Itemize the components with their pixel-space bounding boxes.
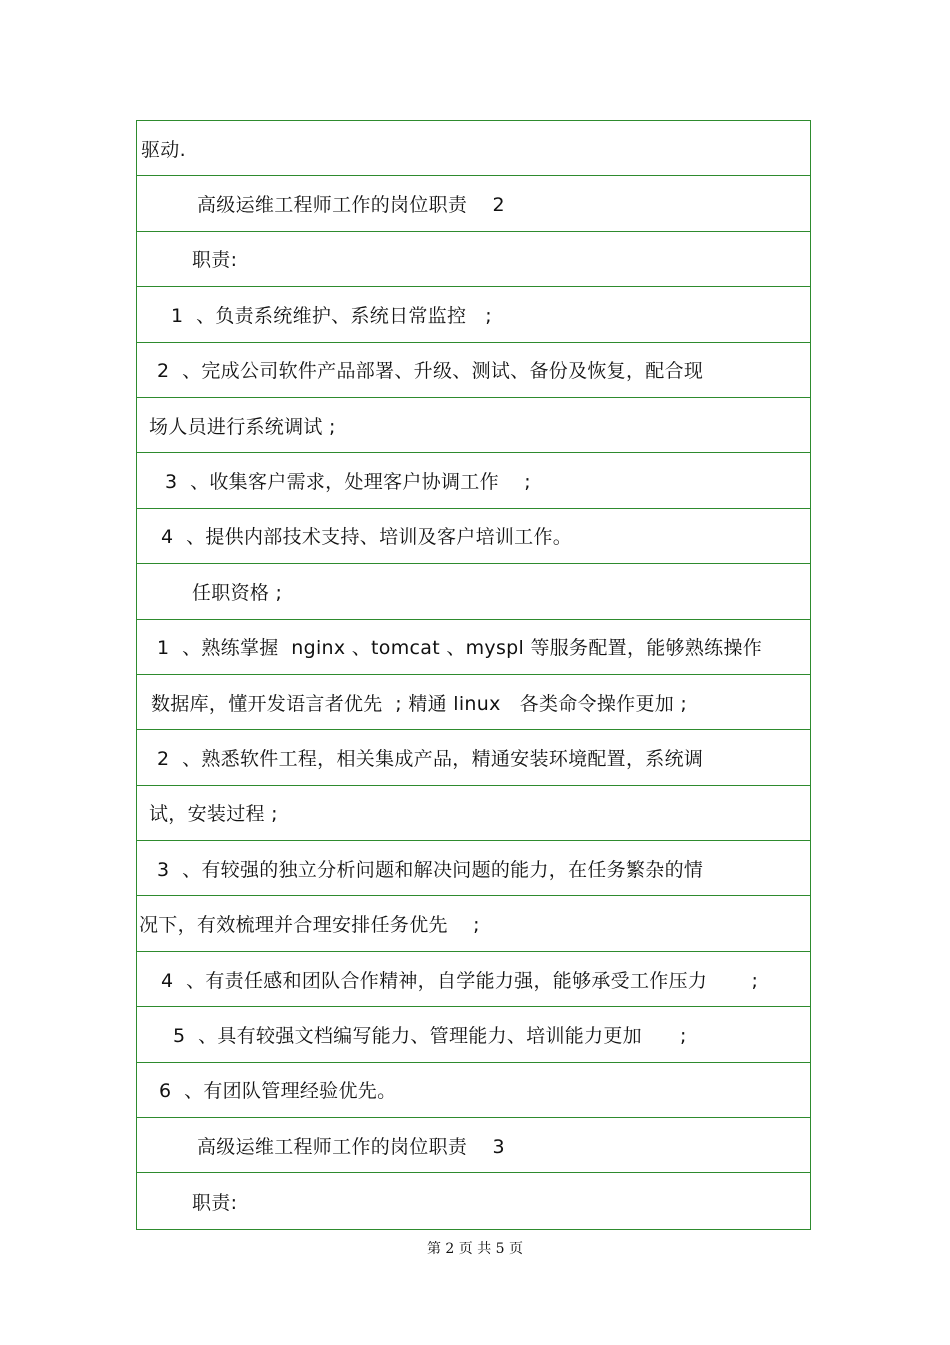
- table-row: 3 、收集客户需求，处理客户协调工作 ;: [137, 453, 810, 508]
- table-row: 职责:: [192, 1191, 238, 1214]
- table-row: 1 、负责系统维护、系统日常监控 ;: [137, 287, 810, 342]
- table-row: 2 、熟悉软件工程，相关集成产品，精通安装环境配置，系统调: [137, 730, 810, 785]
- table-row: 4 、提供内部技术支持、培训及客户培训工作。: [137, 509, 810, 564]
- table-row: 4 、有责任感和团队合作精神，自学能力强，能够承受工作压力 ;: [137, 952, 810, 1007]
- table-row: 况下，有效梳理并合理安排任务优先 ;: [137, 896, 810, 951]
- table-row: 数据库，懂开发语言者优先 ; 精通 linux 各类命令操作更加 ;: [137, 675, 810, 730]
- table-row: 高级运维工程师工作的岗位职责 2: [137, 176, 810, 231]
- table-row: 职责:: [137, 232, 810, 287]
- document-table: [136, 120, 811, 1230]
- table-row: 3 、有较强的独立分析问题和解决问题的能力，在任务繁杂的情: [137, 841, 810, 896]
- table-row: 高级运维工程师工作的岗位职责 3: [137, 1118, 810, 1173]
- table-row: 2 、完成公司软件产品部署、升级、测试、备份及恢复，配合现: [137, 343, 810, 398]
- table-row: 驱动.: [137, 121, 810, 176]
- table-row: 6 、有团队管理经验优先。: [137, 1063, 810, 1118]
- table-row: 1 、熟练掌握 nginx 、tomcat 、myspl 等服务配置，能够熟练操作: [137, 620, 810, 675]
- table-row: 场人员进行系统调试 ;: [137, 398, 810, 453]
- table-row: 任职资格 ;: [137, 564, 810, 619]
- table-row: 5 、具有较强文档编写能力、管理能力、培训能力更加 ;: [137, 1007, 810, 1062]
- table-row: 试，安装过程 ;: [137, 786, 810, 841]
- page-footer: 第 2 页 共 5 页: [426, 1241, 524, 1257]
